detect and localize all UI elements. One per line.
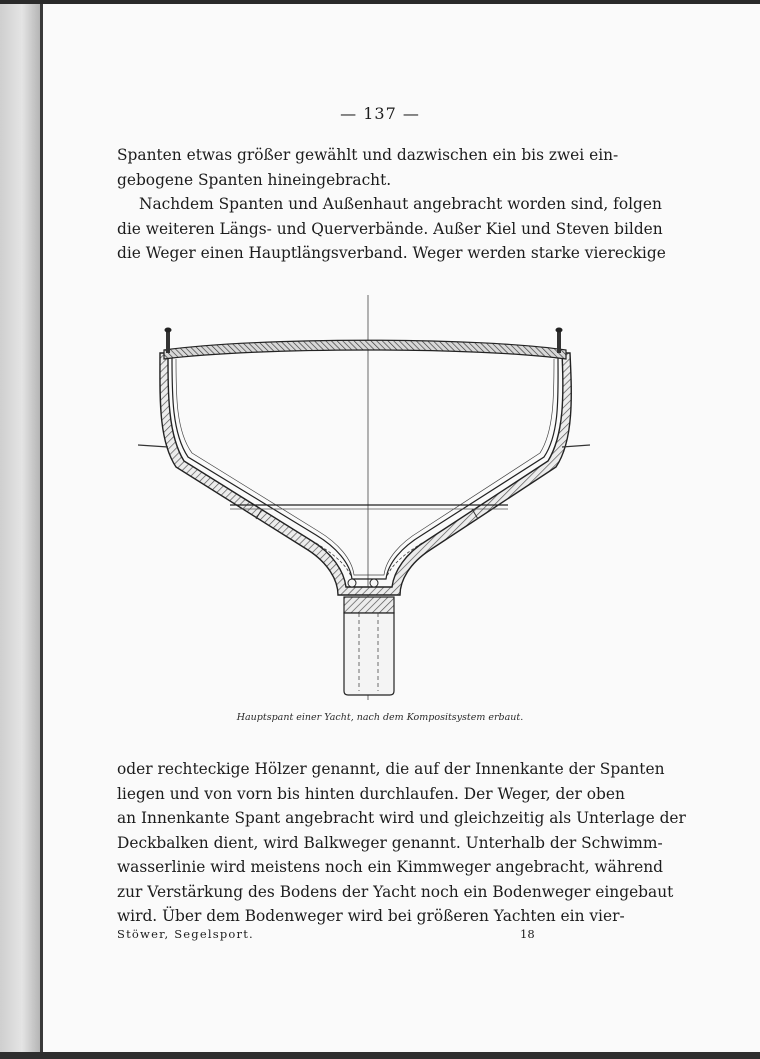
midship-section-figure bbox=[138, 295, 590, 700]
text-line: zur Verstärkung des Bodens der Yacht noch ein Bodenweger eingebaut bbox=[117, 882, 674, 901]
starboard-stanchion bbox=[557, 331, 561, 353]
hull-frame bbox=[172, 357, 558, 579]
figure-caption: Hauptspant einer Yacht, nach dem Kompositsystem erbaut. bbox=[236, 712, 524, 723]
deck-beam bbox=[164, 340, 566, 359]
starboard-stanchion-cap bbox=[556, 328, 563, 333]
bolt-left bbox=[348, 579, 356, 587]
paragraph-3 bbox=[117, 757, 686, 929]
text-line: Nachdem Spanten und Außenhaut angebracht worden sind, folgen bbox=[139, 195, 662, 213]
text-block-upper bbox=[117, 143, 666, 266]
footer-sheet-number: 18 bbox=[520, 927, 535, 941]
text-line: liegen und von vorn bis hinten durchlaufen. Der Weger, der oben bbox=[117, 784, 625, 803]
scan-top-edge bbox=[0, 0, 760, 4]
text-line: wasserlinie wird meistens noch ein Kimmweger angebracht, während bbox=[117, 858, 663, 876]
text-block-lower bbox=[117, 757, 686, 929]
port-stanchion bbox=[166, 331, 170, 353]
footer-signature: Stöwer, Segelsport. bbox=[117, 927, 254, 941]
port-stanchion-cap bbox=[165, 328, 172, 333]
paragraph-1 bbox=[117, 143, 619, 192]
text-line: Spanten etwas größer gewählt und dazwischen ein bis zwei ein- bbox=[117, 146, 619, 164]
paragraph-2 bbox=[117, 192, 666, 266]
text-line: wird. Über dem Bodenweger wird bei größeren Yachten ein vier- bbox=[117, 907, 625, 925]
page-number: — 137 — bbox=[340, 104, 420, 123]
bolt-right bbox=[370, 579, 378, 587]
text-line: die Weger einen Hauptlängsverband. Weger werden starke viereckige bbox=[117, 244, 666, 262]
text-line: gebogene Spanten hineingebracht. bbox=[117, 170, 392, 189]
keel bbox=[344, 597, 394, 613]
text-line: oder rechteckige Hölzer genannt, die auf der Innenkante der Spanten bbox=[117, 760, 665, 778]
text-line: an Innenkante Spant angebracht wird und gleichzeitig als Unterlage der bbox=[117, 809, 686, 827]
hull-frame-inner bbox=[176, 359, 554, 575]
scan-bottom-edge bbox=[0, 1052, 760, 1059]
book-binding bbox=[0, 0, 40, 1059]
hull-planking bbox=[160, 353, 571, 595]
text-line: Deckbalken dient, wird Balkweger genannt. Unterhalb der Schwimm- bbox=[117, 833, 663, 852]
waterline-mark-port bbox=[138, 445, 168, 447]
fin-keel bbox=[344, 613, 394, 695]
text-line: die weiteren Längs- und Querverbände. Außer Kiel und Steven bilden bbox=[117, 219, 663, 238]
